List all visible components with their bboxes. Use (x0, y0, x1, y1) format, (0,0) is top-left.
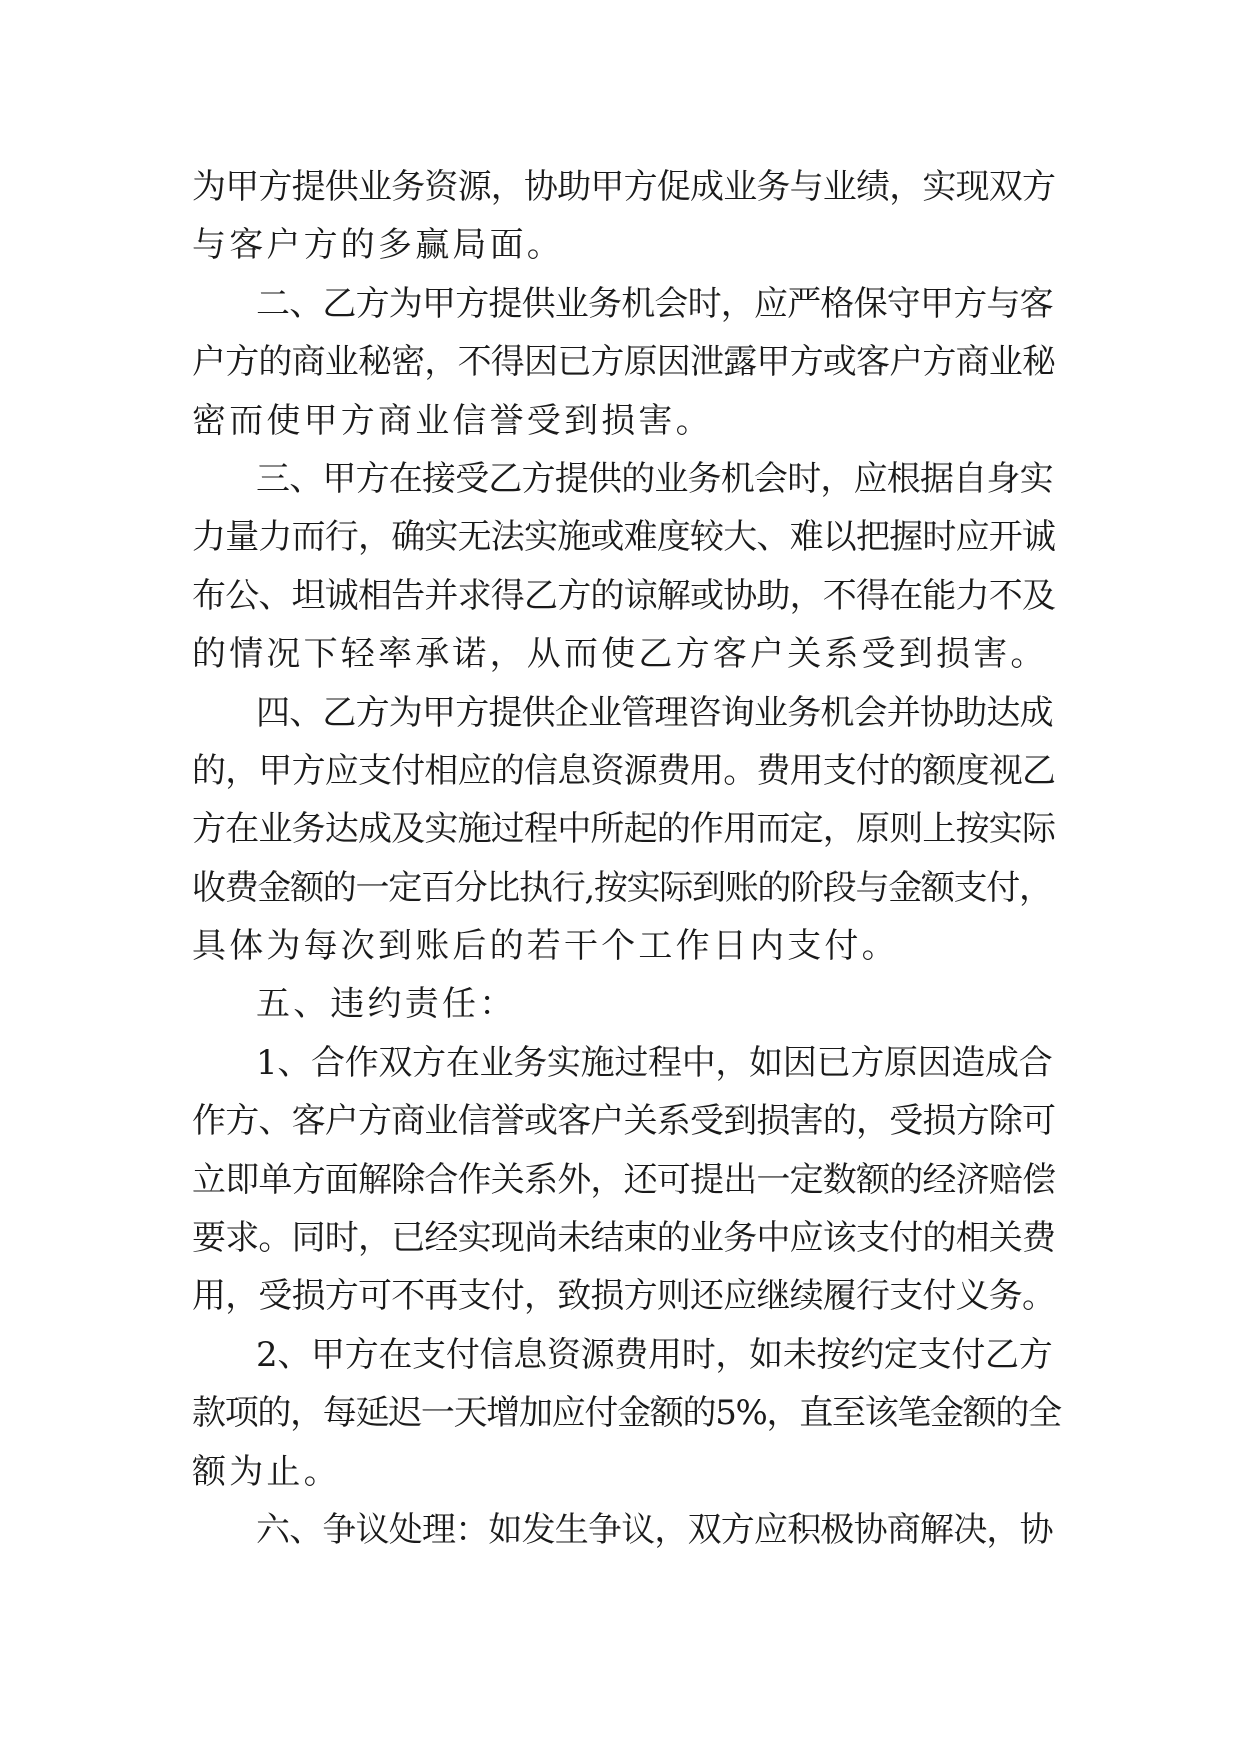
text-line: 密而使甲方商业信誉受到损害。 (192, 400, 713, 441)
text-line: 用，受损方可不再支付，致损方则还应继续履行支付义务。 (192, 1276, 1056, 1317)
clause-4-start: 四、乙方为甲方提供企业管理咨询业务机会并协助达成 (256, 692, 1053, 733)
text-line: 户方的商业秘密，不得因已方原因泄露甲方或客户方商业秘 (192, 342, 1056, 383)
text-line: 布公、坦诚相告并求得乙方的谅解或协助，不得在能力不及 (192, 575, 1056, 616)
text-line: 要求。同时，已经实现尚未结束的业务中应该支付的相关费 (192, 1218, 1056, 1259)
clause-5-heading: 五、违约责任： (256, 984, 517, 1025)
text-line: 方在业务达成及实施过程中所起的作用而定，原则上按实际 (192, 809, 1056, 850)
text-line: 作方、客户方商业信誉或客户关系受到损害的，受损方除可 (192, 1101, 1056, 1142)
clause-5-item-1-start: 1、合作双方在业务实施过程中，如因已方原因造成合 (256, 1042, 1053, 1083)
clause-2-start: 二、乙方为甲方提供业务机会时，应严格保守甲方与客 (256, 283, 1053, 324)
text-line: 立即单方面解除合作关系外，还可提出一定数额的经济赔偿 (192, 1159, 1056, 1200)
text-line: 的，甲方应支付相应的信息资源费用。费用支付的额度视乙 (192, 750, 1056, 791)
text-line: 额为止。 (192, 1451, 341, 1492)
text-line: 款项的，每延迟一天增加应付金额的5%，直至该笔金额的全 (192, 1393, 1061, 1434)
clause-5-item-2-start: 2、甲方在支付信息资源费用时，如未按约定支付乙方 (256, 1334, 1053, 1375)
text-line: 与客户方的多赢局面。 (192, 225, 564, 266)
text-line: 力量力而行，确实无法实施或难度较大、难以把握时应开诚 (192, 517, 1056, 558)
text-line: 收费金额的一定百分比执行,按实际到账的阶段与金额支付， (192, 867, 1052, 908)
text-line: 为甲方提供业务资源，协助甲方促成业务与业绩，实现双方 (192, 167, 1056, 207)
contract-body-text (192, 158, 1062, 1559)
clause-3-start: 三、甲方在接受乙方提供的业务机会时，应根据自身实 (256, 458, 1053, 499)
text-line: 的情况下轻率承诺，从而使乙方客户关系受到损害。 (192, 634, 1048, 675)
clause-6-start: 六、争议处理：如发生争议，双方应积极协商解决，协 (256, 1509, 1053, 1550)
text-line: 具体为每次到账后的若干个工作日内支付。 (192, 926, 899, 967)
